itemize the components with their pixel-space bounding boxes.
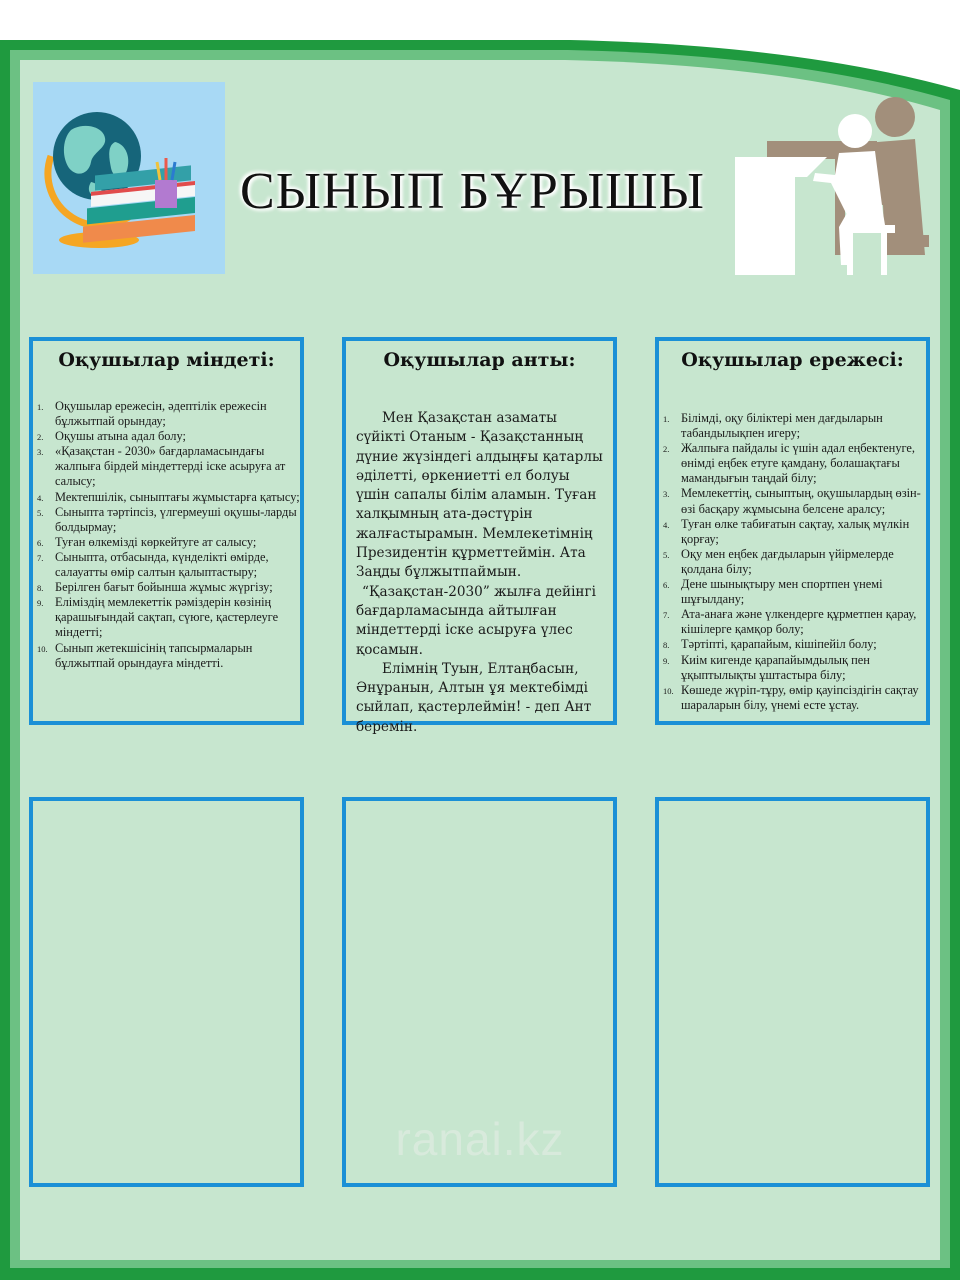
list-item-text: Оқу мен еңбек дағдыларын үйірмелерде қолдана білу; (681, 546, 894, 576)
rules-title: Оқушылар ережесі: (681, 349, 904, 371)
oath-text (346, 371, 613, 737)
list-item (659, 577, 926, 607)
list-item-number: 5. (663, 549, 670, 560)
student-desk-icon (735, 95, 930, 275)
list-item-number: 1. (37, 402, 44, 412)
list-item (659, 547, 926, 577)
list-item-text: Берілген бағыт бойынша жұмыс жүргізу; (55, 580, 273, 595)
rules-list (659, 411, 926, 713)
list-item-text: Сыныпта, отбасында, күнделікті өмірде, салауатты өмір салтын қалыптастыру; (55, 549, 269, 580)
list-item (659, 486, 926, 516)
list-item-text: Еліміздің мемлекеттік рәміздерін көзінің қарашығындай сақтап, сүюге, қастерлеуге міндетті; (55, 595, 279, 640)
list-item-text: Білімді, оқу біліктері мен дағдыларын табандылықпен игеру; (681, 411, 883, 441)
list-item (659, 653, 926, 683)
list-item-number: 9. (663, 655, 670, 666)
list-item-number: 5. (37, 507, 44, 518)
list-item-text: Дене шынықтыру мен спортпен үнемі шұғылдану; (681, 577, 883, 607)
oath-paragraph: “Қазақстан-2030” жылға дейінгі бағдарламасында айтылған міндеттерді іске асыруға үлес қосамын. (356, 583, 596, 658)
list-item (659, 517, 926, 547)
list-item (33, 580, 300, 595)
list-item-number: 10. (663, 685, 674, 696)
list-item-text: Мемлекеттің, сыныптың, оқушылардың өзін-өзі басқару жұмысына белсене аралсу; (681, 486, 921, 516)
list-item (659, 683, 926, 713)
list-item-number: 4. (663, 519, 670, 530)
list-item (33, 595, 300, 640)
list-item-text: Жалпыға пайдалы іс үшін адал еңбектенуге, өнімді еңбек етуге қамдану, болашақтағы мамандығын таңдай білу; (681, 441, 916, 486)
list-item (33, 641, 300, 671)
list-item (33, 399, 300, 429)
list-item-number: 4. (37, 492, 44, 503)
list-item-text: Тәртіпті, қарапайым, кішіпейіл болу; (681, 637, 877, 652)
duties-panel (29, 337, 304, 725)
list-item-text: Сынып жетекшісінің тапсырмаларын бұлжытпай орындауға міндетті. (55, 640, 253, 670)
list-item-text: Туған өлке табиғатын сақтау, халық мүлкін қорғау; (681, 516, 910, 546)
list-item (33, 535, 300, 550)
list-item-number: 6. (37, 537, 44, 548)
oath-paragraph: Елімнің Туын, Елтаңбасын, Әнұранын, Алтын ұя мектебімді сыйлап, қастерлеймін! - деп Ант беремін. (356, 660, 592, 735)
list-item-text: Сыныпта тәртіпсіз, үлгермеуші оқушы-ларды болдырмау; (55, 504, 297, 534)
list-item-number: 8. (37, 583, 44, 594)
list-item-number: 6. (663, 580, 670, 591)
page-title: СЫНЫП БҰРЫШЫ (240, 163, 705, 220)
oath-paragraph: Мен Қазақстан азаматы сүйікті Отаным - Қазақстанның дүние жүзіндегі алдыңғы қатарлы әділетті, өркениетті ел болуы үшін сапалы білім аламын. Туған халқымның ата-дәстүрін жалғастырамын. Мемлекетімнің Президентін құрметтеймін. Ата Заңды бұлжытпаймын. (356, 410, 603, 581)
list-item-text: Оқушылар ережесін, әдептілік ережесін бұлжытпай орындау; (55, 399, 267, 429)
globe-books-icon (33, 82, 225, 274)
list-item-text: Көшеде жүріп-тұру, өмір қауіпсіздігін сақтау шараларын білу, үнемі есте ұстау. (681, 682, 919, 712)
list-item (33, 429, 300, 444)
duties-title: Оқушылар міндеті: (58, 349, 275, 371)
watermark: ranai.kz (395, 1113, 565, 1165)
list-item-text: Ата-анаға және үлкендерге құрметпен қарау, кішілерге қамқор болу; (681, 607, 917, 637)
list-item (659, 411, 926, 441)
list-item (33, 444, 300, 489)
list-item (33, 505, 300, 535)
list-item-number: 1. (663, 414, 670, 424)
list-item-number: 9. (37, 598, 44, 609)
list-item (33, 490, 300, 505)
list-item-number: 7. (663, 610, 670, 621)
list-item (659, 637, 926, 652)
list-item (659, 441, 926, 486)
list-item-number: 2. (37, 432, 44, 443)
list-item-number: 3. (37, 447, 44, 458)
list-item-text: Туған өлкемізді көркейтуге ат салысу; (55, 534, 257, 549)
oath-title: Оқушылар анты: (383, 349, 576, 371)
list-item-number: 8. (663, 640, 670, 651)
list-item-text: «Қазақстан - 2030» бағдарламасындағы жалпыға бірдей міндеттерді іске асыруға ат салысу; (55, 444, 286, 489)
list-item-number: 7. (37, 552, 44, 563)
list-item-text: Киім кигенде қарапайымдылық пен ұқыптылықты ұштастыра білу; (681, 652, 870, 682)
duties-list (33, 399, 300, 671)
list-item-number: 3. (663, 489, 670, 500)
list-item-number: 10. (37, 643, 48, 654)
list-item-number: 2. (663, 444, 670, 455)
list-item (659, 607, 926, 637)
rules-panel (655, 337, 930, 725)
oath-panel (342, 337, 617, 735)
list-item (33, 550, 300, 580)
list-item-text: Оқушы атына адал болу; (55, 429, 186, 444)
list-item-text: Мектепшілік, сыныптағы жұмыстарға қатысу; (55, 489, 300, 504)
